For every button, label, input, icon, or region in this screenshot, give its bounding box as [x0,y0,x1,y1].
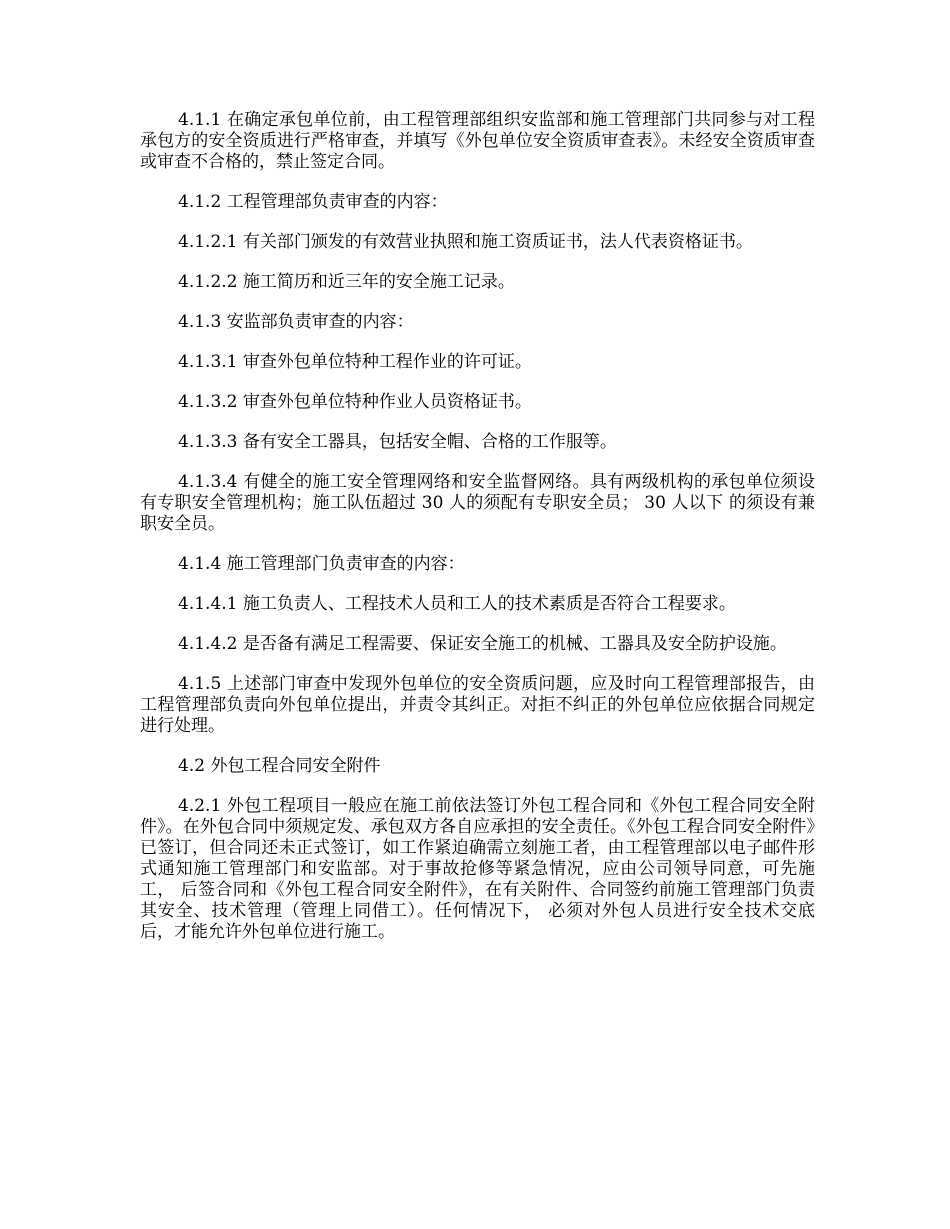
paragraph-4-1-3-4: 4.1.3.4 有健全的施工安全管理网络和安全监督网络。具有两级机构的承包单位须设有专职安全管理机构；施工队伍超过 30 人的须配有专职安全员； 30 人以下 的须设有兼职安全员。 [140,472,815,534]
paragraph-4-1-3-2: 4.1.3.2 审查外包单位特种作业人员资格证书。 [178,392,532,412]
paragraph-4-1-3-1: 4.1.3.1 审查外包单位特种工程作业的许可证。 [178,352,532,372]
paragraph-4-1-2-1: 4.1.2.1 有关部门颁发的有效营业执照和施工资质证书，法人代表资格证书。 [178,232,753,252]
section-heading-4-2: 4.2 外包工程合同安全附件 [178,756,381,776]
paragraph-4-1-5: 4.1.5 上述部门审查中发现外包单位的安全资质问题，应及时向工程管理部报告，由工程管理部负责向外包单位提出，并责令其纠正。对拒不纠正的外包单位应依据合同规定进行处理。 [140,674,815,736]
paragraph-4-1-2-2: 4.1.2.2 施工简历和近三年的安全施工记录。 [178,272,515,292]
paragraph-4-1-4-2: 4.1.4.2 是否备有满足工程需要、保证安全施工的机械、工器具及安全防护设施。 [178,634,787,654]
paragraph-4-1-1: 4.1.1 在确定承包单位前，由工程管理部组织安监部和施工管理部门共同参与对工程承包方的安全资质进行严格审查，并填写《外包单位安全资质审查表》。未经安全资质审查或审查不合格的，禁止签定合同。 [140,110,815,172]
document-body [140,110,815,962]
paragraph-4-2-1: 4.2.1 外包工程项目一般应在施工前依法签订外包工程合同和《外包工程合同安全附件》。在外包合同中须规定发、承包双方各自应承担的安全责任。《外包工程合同安全附件》已签订，但合同还未正式签订，如工作紧迫确需立刻施工者，由工程管理部以电子邮件形式通知施工管理部门和安监部。对于事故抢修等紧急情况，应由公司领导同意，可先施工， 后签合同和《外包工程合同安全附件》，在有关附件、合同签约前施工管理部门负责其安全、技术管理（管理上同借工）。任何情况下， 必须对外包人员进行安全技术交底后，才能允许外包单位进行施工。 [140,796,815,942]
paragraph-4-1-2: 4.1.2 工程管理部负责审查的内容： [178,192,448,212]
paragraph-4-1-4-1: 4.1.4.1 施工负责人、工程技术人员和工人的技术素质是否符合工程要求。 [178,594,736,614]
paragraph-4-1-3-3: 4.1.3.3 备有安全工器具，包括安全帽、合格的工作服等。 [178,432,617,452]
paragraph-4-1-3: 4.1.3 安监部负责审查的内容： [178,312,414,332]
paragraph-4-1-4: 4.1.4 施工管理部门负责审查的内容： [178,554,465,574]
